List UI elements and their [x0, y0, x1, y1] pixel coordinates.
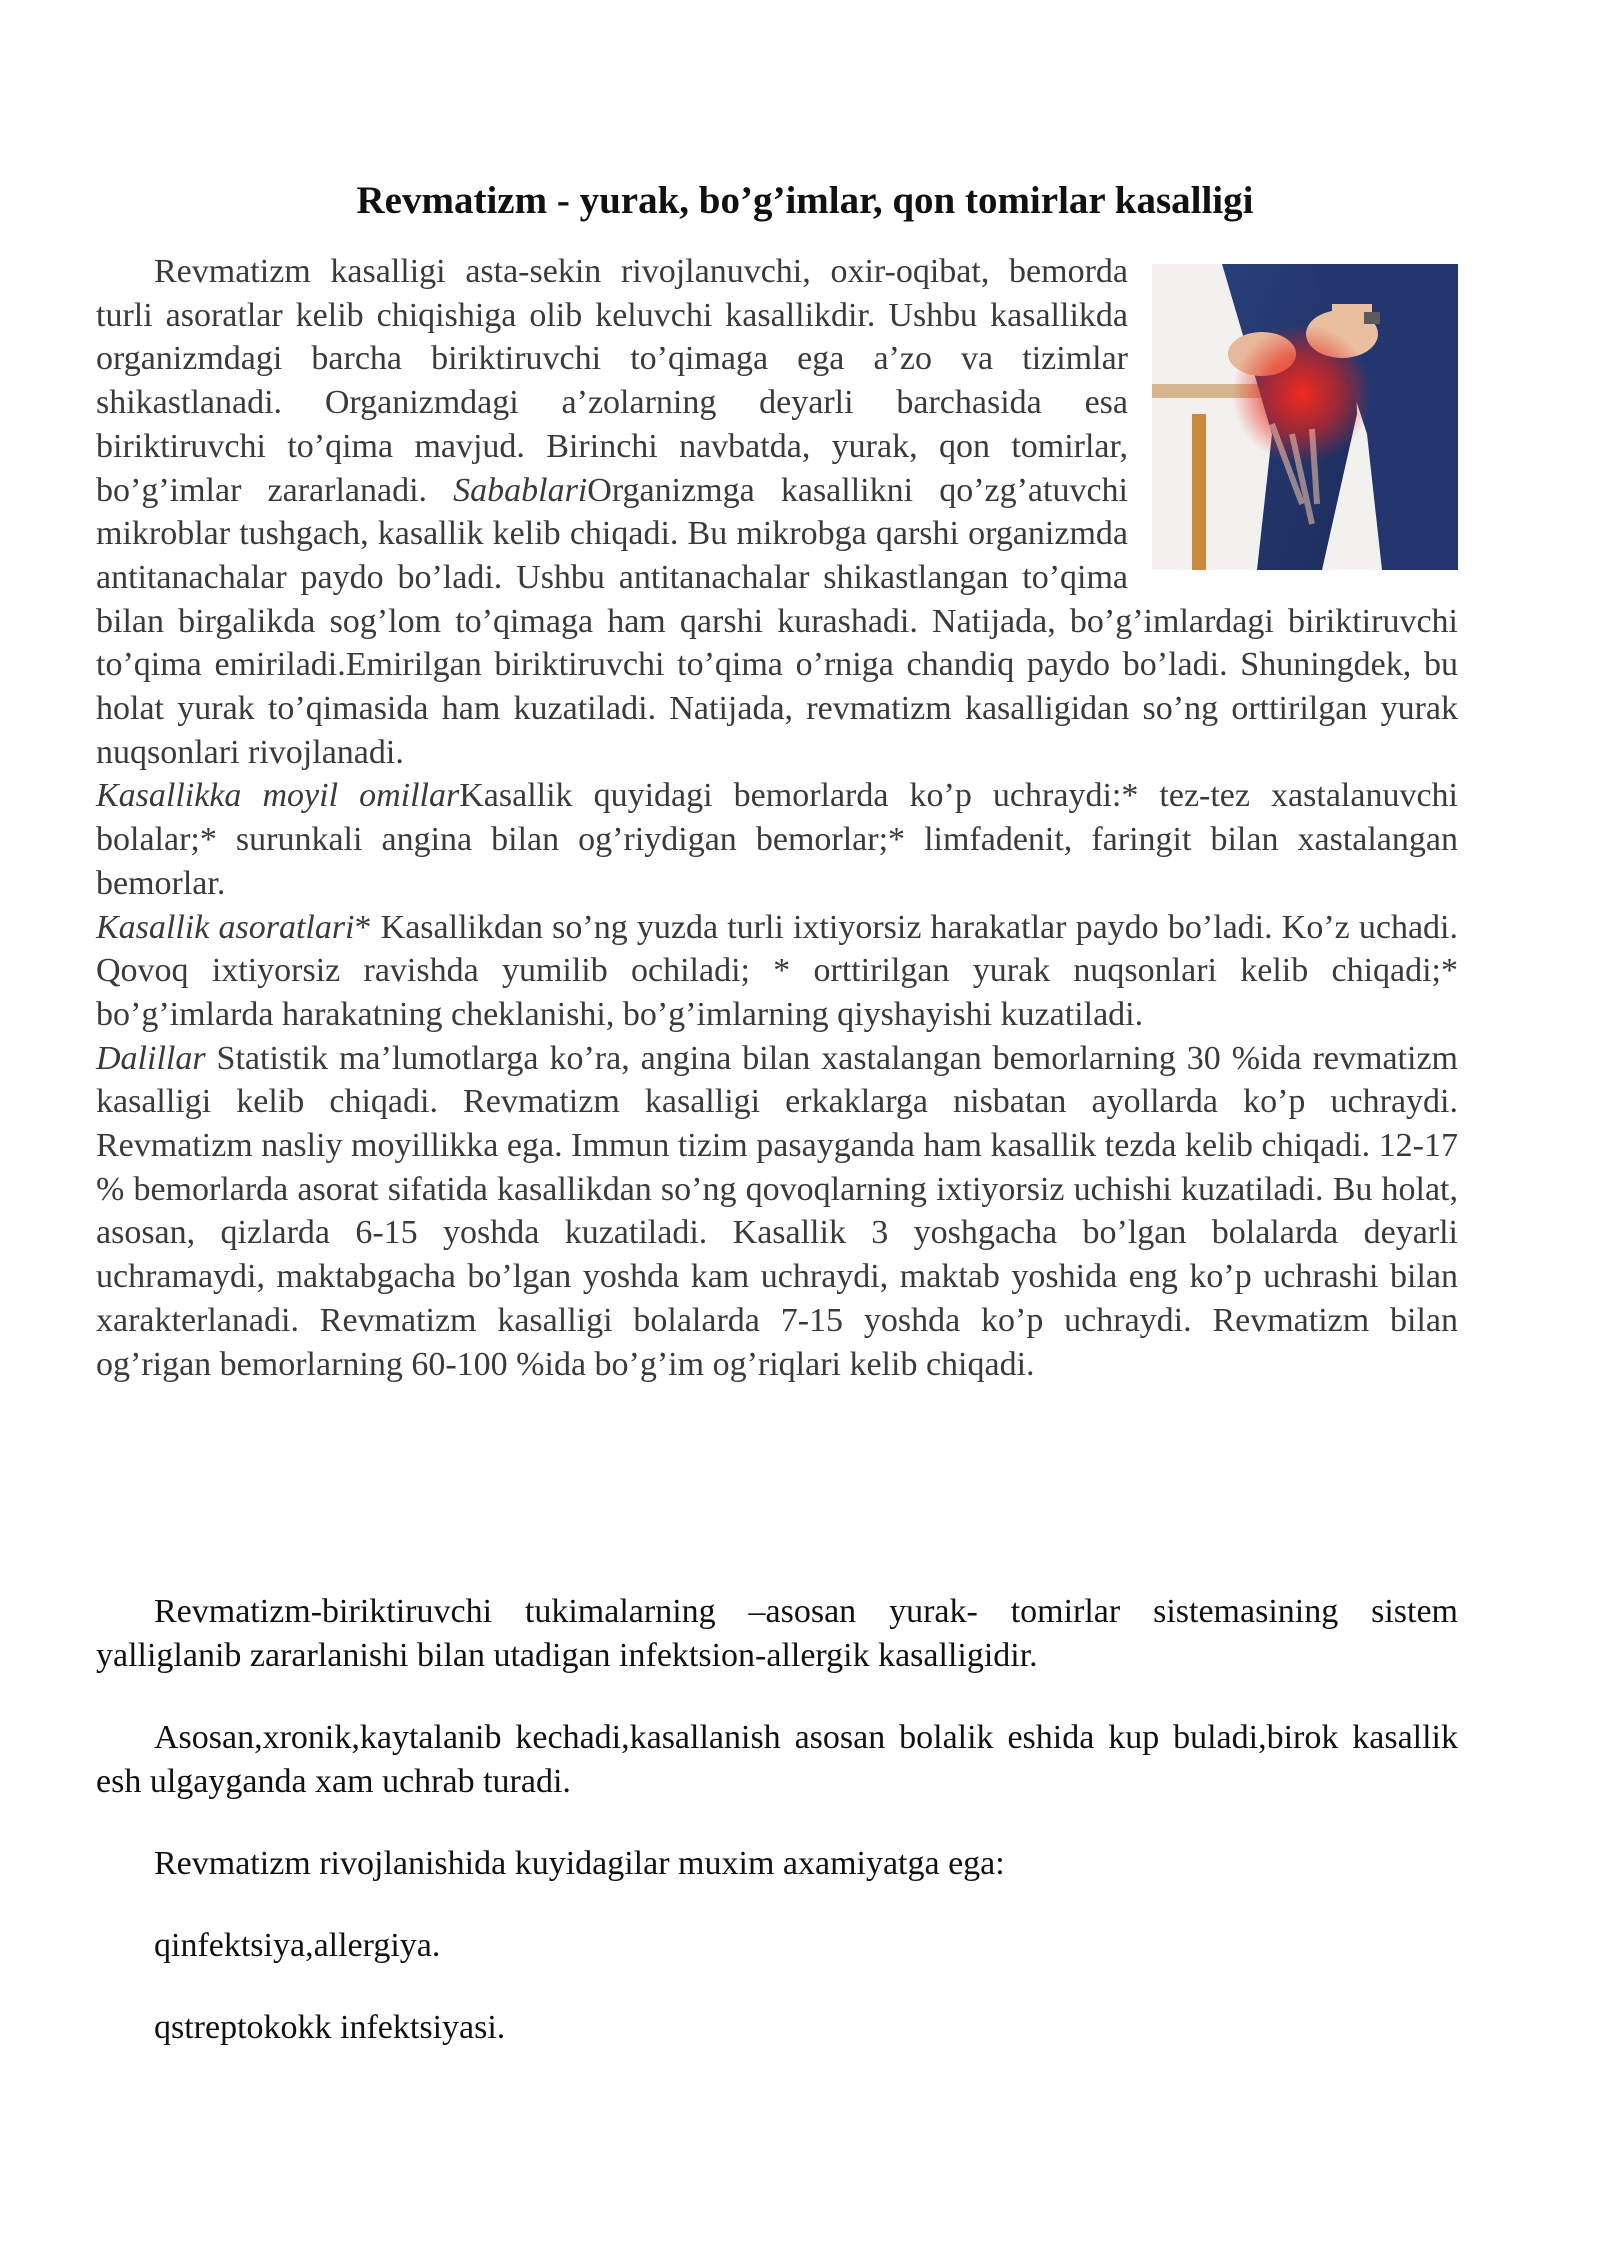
section-text-causes: Organizmga kasallikni qo’zg’atuvchi mikroblar tushgach, kasallik kelib chiqadi. Bu mikrobga qarshi organizmda antitanachalar paydo bo’ladi. Ushbu antitanachalar shikastlangan to’qima bilan birgalikda sog’lom to’qimaga ham qarshi kurashadi. Natijada, bo’g’imlardagi biriktiruvchi to’qima emiriladi.Emirilgan biriktiruvchi to’qima o’rniga chandiq paydo bo’ladi. Shuningdek, bu holat yurak to’qimasida ham kuzatiladi. Natijada, revmatizm kasalligidan so’ng orttirilgan yurak nuqsonlari rivojlanadi. [96, 471, 1458, 771]
section-evidence [96, 1037, 1458, 1387]
section-text-evidence: Statistik ma’lumotlarga ko’ra, angina bilan xastalangan bemorlarning 30 %ida revmatizm kasalligi kelib chiqadi. Revmatizm kasalligi erkaklarga nisbatan ayollarda ko’p uchraydi. Revmatizm nasliy moyillikka ega. Immun tizim pasayganda ham kasallik tezda kelib chiqadi. 12-17 % bemorlarda asorat sifatida kasallikdan so’ng qovoqlarning ixtiyorsiz uchishi kuzatiladi. Bu holat, asosan, qizlarda 6-15 yoshda kuzatiladi. Kasallik 3 yoshgacha bo’lgan bolalarda deyarli uchramaydi, maktabgacha bo’lgan yoshda kam uchraydi, maktab yoshida eng ko’p uchrashi bilan xarakterlanadi. Revmatizm kasalligi bolalarda 7-15 yoshda ko’p uchraydi. Revmatizm bilan og’rigan bemorlarning 60-100 %ida bo’g’im og’riqlari kelib chiqadi. [96, 1039, 1458, 1383]
section-text-risk-factors: Kasallik quyidagi bemorlarda ko’p uchraydi:* tez-tez xastalanuvchi bolalar;* surunkali angina bilan og’riydigan bemorlar;* limfadenit, faringit bilan xastalangan bemorlar. [96, 777, 1458, 902]
section-complications [96, 906, 1458, 1037]
page-title: Revmatizm - yurak, bo’g’imlar, qon tomirlar kasalligi [356, 179, 1254, 222]
section-label-risk-factors: Kasallikka moyil omillar [96, 777, 460, 815]
section-label-causes: Sabablari [453, 471, 588, 509]
definition-section [96, 1590, 1458, 2088]
intro-text: Revmatizm kasalligi asta-sekin rivojlanuvchi, oxir-oqibat, bemorda turli asoratlar kelib chiqishiga olib keluvchi kasallikdir. Ushbu kasallikda organizmdagi barcha biriktiruvchi to’qimaga ega a’zo va tizimlar shikastlanadi. Organizmdagi a’zolarning deyarli barchasida esa biriktiruvchi to’qima mavjud. Birinchi navbatda, yurak, qon tomirlar, bo’g’imlar zararlanadi. [96, 253, 1128, 509]
knee-pain-photo [1152, 264, 1458, 570]
section-label-evidence: Dalillar [96, 1039, 206, 1077]
section-label-complications: Kasallik asoratlari [96, 908, 355, 946]
definition-paragraph: Revmatizm-biriktiruvchi tukimalarning –asosan yurak- tomirlar sistemasining sistem yalliglanib zararlanishi bilan utadigan infektsion-allergik kasalligidir. [96, 1593, 1458, 1674]
factors-intro: Revmatizm rivojlanishida kuyidagilar muxim axamiyatga ega: [154, 1845, 1005, 1882]
factor-item-2: qstreptokokk infektsiyasi. [154, 2009, 506, 2046]
factor-item-1: qinfektsiya,allergiya. [154, 1927, 441, 1964]
section-text-complications: * Kasallikdan so’ng yuzda turli ixtiyorsiz harakatlar paydo bo’ladi. Ko’z uchadi. Qovoq ixtiyorsiz ravishda yumilib ochiladi; * orttirilgan yurak nuqsonlari kelib chiqadi;* bo’g’imlarda harakatning cheklanishi, bo’g’imlarning qiyshayishi kuzatiladi. [96, 908, 1458, 1033]
article-body [96, 250, 1458, 1386]
course-paragraph: Asosan,xronik,kaytalanib kechadi,kasallanish asosan bolalik eshida kup buladi,birok kasallik esh ulgayganda xam uchrab turadi. [96, 1719, 1458, 1800]
knee-pain-illustration [1152, 264, 1458, 570]
section-risk-factors [96, 774, 1458, 905]
